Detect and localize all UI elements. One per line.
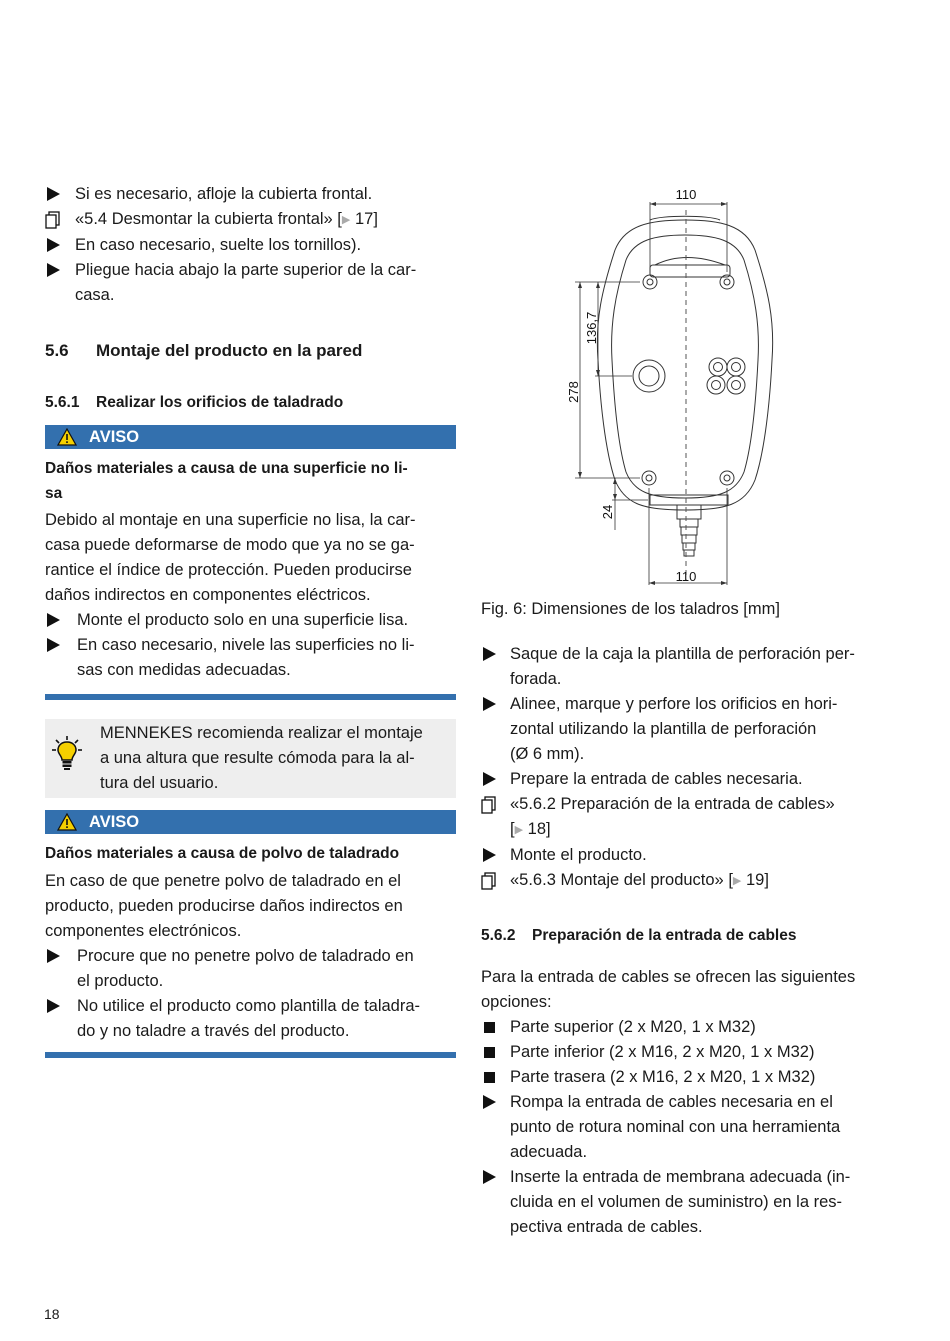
bullet-square-icon xyxy=(484,1072,495,1083)
step-arrow-icon xyxy=(47,263,60,277)
step-arrow-icon xyxy=(483,697,496,711)
document-reference-icon xyxy=(45,211,61,229)
warning-icon xyxy=(57,813,77,831)
subsection-heading-5-6-2: 5.6.2 Preparación de la entrada de cables xyxy=(481,927,797,944)
notice-uneven-surface xyxy=(45,425,456,700)
step-loosen-screws: En caso necesario, suelte los tornillos). xyxy=(45,233,456,258)
bullet-square-icon xyxy=(484,1022,495,1033)
mounting-hole-bottom-right xyxy=(720,471,734,485)
step-arrow-icon xyxy=(483,647,496,661)
drilling-dimensions-figure xyxy=(540,180,800,592)
notice-title: Daños materiales a causa de una superficie no li- sa xyxy=(45,460,408,502)
step-fold-housing: Pliegue hacia abajo la parte superior de la car- casa. xyxy=(45,258,456,308)
cross-reference-5-6-2[interactable]: «5.6.2 Preparación de la entrada de cables» [▶ 18] xyxy=(481,792,891,843)
left-column xyxy=(45,182,456,1058)
cable-entry-m32 xyxy=(633,360,665,392)
bullet-square-icon xyxy=(484,1047,495,1058)
notice-title: Daños materiales a causa de polvo de taladrado xyxy=(45,845,400,862)
page-pointer-icon: ▶ xyxy=(341,214,351,226)
step-mount-product: Monte el producto. xyxy=(481,843,891,868)
step-level-surfaces: En caso necesario, nivele las superficies no li- sas con medidas adecuadas. xyxy=(45,633,456,683)
step-arrow-icon xyxy=(483,1170,496,1184)
cable-gland xyxy=(677,505,701,556)
dim-24-label: 24 xyxy=(600,504,615,520)
tip-box: MENNEKES recomienda realizar el montaje a una altura que resulte cómoda para la al- tura del usuario. xyxy=(45,719,456,798)
notice-body: En caso de que penetre polvo de taladrado en el producto, pueden producirse daños indirectos en componentes electrónicos. xyxy=(45,872,403,940)
mounting-hole-top-left xyxy=(643,275,657,289)
step-no-template: No utilice el producto como plantilla de taladra- do y no taladre a través del producto. xyxy=(45,994,456,1044)
option-top: Parte superior (2 x M20, 1 x M32) xyxy=(481,1015,891,1040)
top-recess xyxy=(650,265,730,277)
option-rear: Parte trasera (2 x M16, 2 x M20, 1 x M32) xyxy=(481,1065,891,1090)
cable-entry-cluster xyxy=(707,358,745,394)
right-column xyxy=(481,642,891,1240)
dim-278-label: 278 xyxy=(566,381,581,403)
step-prepare-entry: Prepare la entrada de cables necesaria. xyxy=(481,767,891,792)
dim-136-label: 136,7 xyxy=(584,311,599,345)
page-pointer-icon: ▶ xyxy=(514,824,524,836)
step-arrow-icon xyxy=(47,999,60,1013)
step-avoid-dust: Procure que no penetre polvo de taladrado en el producto. xyxy=(45,944,456,994)
step-align-drill: Alinee, marque y perfore los orificios en hori- zontal utilizando la plantilla de perforación (Ø 6 mm). xyxy=(481,692,891,767)
warning-icon xyxy=(57,428,77,446)
step-arrow-icon xyxy=(47,238,60,252)
notice-drilling-dust xyxy=(45,810,456,1058)
step-insert-membrane: Inserte la entrada de membrana adecuada (in- cluida en el volumen de suministro) en la res- pectiva entrada de cables. xyxy=(481,1165,891,1240)
step-arrow-icon xyxy=(483,772,496,786)
step-break-entry: Rompa la entrada de cables necesaria en el punto de rotura nominal con una herramienta adecuada. xyxy=(481,1090,891,1165)
step-remove-template: Saque de la caja la plantilla de perforación per- forada. xyxy=(481,642,891,692)
step-arrow-icon xyxy=(47,638,60,652)
notice-body: Debido al montaje en una superficie no lisa, la car- casa puede deformarse de modo que ya no se ga- rantice el índice de protección. Pueden producirse daños indirectos en componentes eléctricos. xyxy=(45,511,416,604)
notice-bottom-rule xyxy=(45,694,456,700)
notice-header: AVISO xyxy=(45,425,456,449)
option-bottom: Parte inferior (2 x M16, 2 x M20, 1 x M32) xyxy=(481,1040,891,1065)
page-number: 18 xyxy=(44,1306,60,1322)
step-arrow-icon xyxy=(483,1095,496,1109)
page-pointer-icon: ▶ xyxy=(732,875,742,887)
document-reference-icon xyxy=(481,872,497,890)
cross-reference-5-4[interactable]: «5.4 Desmontar la cubierta frontal» [▶ 17] xyxy=(45,207,456,233)
notice-header: AVISO xyxy=(45,810,456,834)
lightbulb-icon xyxy=(52,735,82,771)
step-arrow-icon xyxy=(47,949,60,963)
dim-top-label: 110 xyxy=(675,187,697,202)
step-loosen-cover: Si es necesario, afloje la cubierta frontal. xyxy=(45,182,456,207)
mounting-hole-bottom-left xyxy=(642,471,656,485)
notice-bottom-rule xyxy=(45,1052,456,1058)
dim-bottom-label: 110 xyxy=(675,569,697,584)
document-reference-icon xyxy=(481,796,497,814)
cable-entry-intro: Para la entrada de cables se ofrecen las siguientes opciones: xyxy=(481,968,856,1011)
step-arrow-icon xyxy=(483,848,496,862)
housing-outline xyxy=(597,220,772,510)
step-flat-surface: Monte el producto solo en una superficie lisa. xyxy=(45,608,456,633)
section-heading-5-6: 5.6 Montaje del producto en la pared xyxy=(45,341,363,360)
subsection-heading-5-6-1: 5.6.1 Realizar los orificios de taladrado xyxy=(45,394,344,411)
cross-reference-5-6-3[interactable]: «5.6.3 Montaje del producto» [▶ 19] xyxy=(481,868,891,894)
step-arrow-icon xyxy=(47,613,60,627)
housing-inner-outline xyxy=(612,235,759,498)
figure-caption: Fig. 6: Dimensiones de los taladros [mm] xyxy=(481,600,780,618)
step-arrow-icon xyxy=(47,187,60,201)
